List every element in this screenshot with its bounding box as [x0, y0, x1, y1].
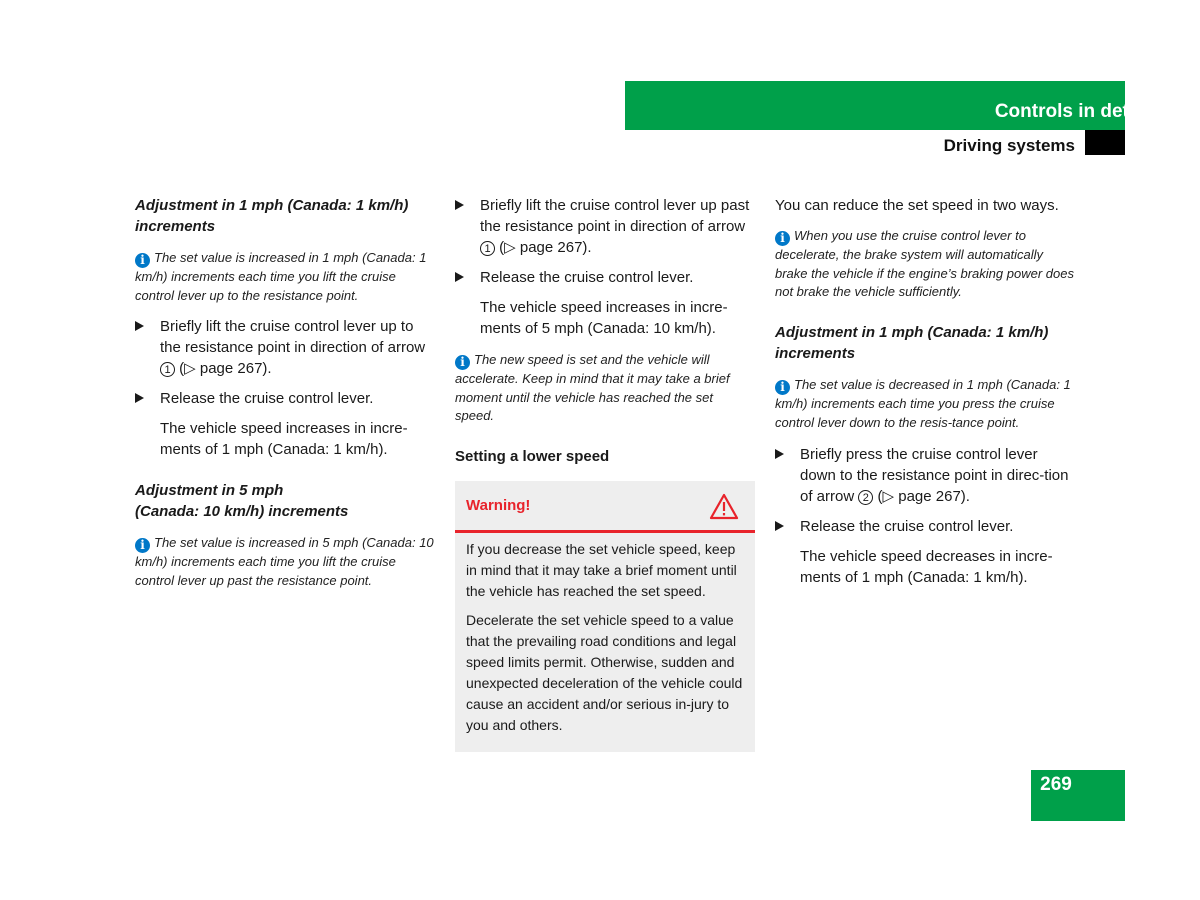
info-note [775, 376, 1075, 432]
info-note [135, 534, 435, 590]
info-icon: i [775, 231, 790, 246]
triangle-bullet-icon [135, 321, 144, 331]
subheading-1mph-decrease: Adjustment in 1 mph (Canada: 1 km/h) increments [775, 324, 1049, 363]
warning-box [455, 481, 755, 752]
instruction-bullet [455, 195, 755, 258]
note-text: The set value is increased in 1 mph (Canada: 1 km/h) increments each time you lift the cruise control lever up to the resistance point. [135, 250, 427, 303]
warning-triangle-icon [709, 493, 739, 520]
bullet-text: Briefly lift the cruise control lever up to the resistance point in direction of arrow [160, 318, 426, 357]
header-marker-block [1085, 130, 1125, 155]
warning-body [455, 533, 755, 752]
column-2 [455, 195, 755, 752]
triangle-bullet-icon [775, 521, 784, 531]
warning-paragraph: If you decrease the set vehicle speed, keep in mind that it may take a brief moment until the vehicle has reached the set speed. [466, 541, 737, 600]
triangle-bullet-icon [455, 200, 464, 210]
result-text: The vehicle speed decreases in incre-ments of 1 mph (Canada: 1 km/h). [800, 547, 1053, 586]
arrow-number-badge: 2 [858, 490, 873, 505]
page-number: 269 [1040, 774, 1072, 795]
triangle-bullet-icon [455, 272, 464, 282]
arrow-number-badge: 1 [160, 362, 175, 377]
page-reference: (▷ page 267). [179, 360, 272, 378]
info-icon: i [135, 253, 150, 268]
column-1 [135, 195, 435, 602]
note-text: The set value is decreased in 1 mph (Canada: 1 km/h) increments each time you press the cruise control lever down to the resis-tance point. [775, 377, 1071, 430]
page-reference: (▷ page 267). [877, 487, 970, 505]
info-icon: i [135, 538, 150, 553]
bullet-text: Release the cruise control lever. [160, 390, 374, 408]
info-note [135, 249, 435, 305]
warning-title: Warning! [466, 497, 531, 515]
subheading-5mph-increase [135, 480, 435, 522]
note-text: The new speed is set and the vehicle will accelerate. Keep in mind that it may take a brief moment until the vehicle has reached the set speed. [455, 352, 730, 424]
column-3 [775, 195, 1075, 608]
instruction-bullet [775, 444, 1075, 507]
page-reference: (▷ page 267). [499, 239, 592, 256]
warning-paragraph: Decelerate the set vehicle speed to a value that the prevailing road conditions and legal speed limits permit. Otherwise, sudden and unexpected deceleration of the vehicle could cause an accident and/or serious in-jury to you and others. [466, 612, 743, 734]
instruction-bullet [455, 267, 755, 288]
bullet-text: Briefly lift the cruise control lever up past the resistance point in direction of arrow [480, 197, 750, 235]
triangle-bullet-icon [775, 449, 784, 459]
instruction-bullet [135, 388, 435, 409]
arrow-number-badge: 1 [480, 241, 495, 256]
instruction-bullet [135, 316, 435, 379]
instruction-bullet [775, 516, 1075, 537]
info-icon: i [455, 355, 470, 370]
result-text: The vehicle speed increases in incre-ments of 1 mph (Canada: 1 km/h). [160, 420, 408, 459]
warning-header [455, 481, 755, 533]
info-icon: i [775, 380, 790, 395]
section-title: Controls in detail [994, 101, 1150, 122]
result-text: The vehicle speed increases in incre-ments of 5 mph (Canada: 10 km/h). [480, 299, 728, 337]
bullet-text: Briefly press the cruise control lever down to the resistance point in direc-tion of arrow [800, 445, 1069, 505]
subheading-line: (Canada: 10 km/h) increments [135, 503, 349, 521]
info-note [455, 351, 755, 426]
intro-paragraph: You can reduce the set speed in two ways. [775, 197, 1059, 214]
subheading-lower-speed: Setting a lower speed [455, 448, 610, 466]
triangle-bullet-icon [135, 393, 144, 403]
bullet-text: Release the cruise control lever. [800, 517, 1014, 535]
bullet-text: Release the cruise control lever. [480, 269, 694, 286]
subheading-1mph-increase: Adjustment in 1 mph (Canada: 1 km/h) increments [135, 197, 409, 235]
section-subtitle: Driving systems [943, 136, 1075, 155]
info-note [775, 227, 1075, 302]
note-text: When you use the cruise control lever to decelerate, the brake system will automatically brake the vehicle if the engine’s braking power does not brake the vehicle sufficiently. [775, 228, 1074, 300]
note-text: The set value is increased in 5 mph (Canada: 10 km/h) increments each time you lift the cruise control lever up past the resistance point. [135, 535, 434, 589]
subheading-line: Adjustment in 5 mph [135, 482, 284, 500]
